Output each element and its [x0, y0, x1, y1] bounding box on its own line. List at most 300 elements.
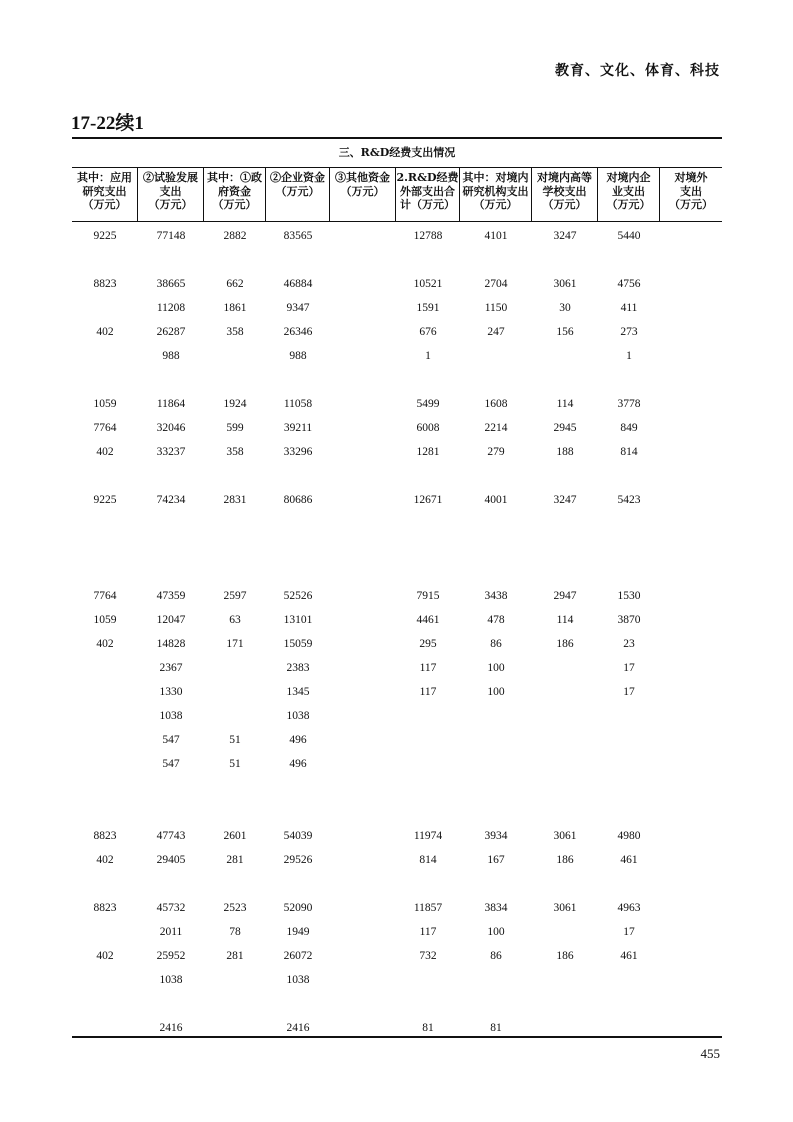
table-cell: 461 [620, 854, 638, 866]
table-cell: 32046 [156, 422, 186, 434]
table-cell [330, 682, 396, 702]
table-cell: 26287 [156, 326, 186, 338]
table-cell [330, 226, 396, 246]
column-header-line: ③其他资金 [335, 171, 390, 184]
table-row [72, 586, 722, 606]
table-cell: 83565 [283, 230, 313, 242]
column-header-line: 支出 [680, 184, 702, 198]
table-cell [204, 706, 266, 726]
table-cell: 9225 [93, 230, 117, 242]
table-cell: 46884 [283, 278, 313, 290]
table-cell: 38665 [156, 278, 186, 290]
column-header-line: （万元） [669, 198, 713, 211]
table-cell [532, 730, 598, 750]
table-cell [330, 394, 396, 414]
table-cell: 17 [623, 686, 635, 698]
table-cell: 1 [425, 350, 431, 362]
table-cell: 7915 [416, 590, 440, 602]
table-cell: 4980 [617, 830, 641, 842]
column-header-line: （万元） [606, 198, 651, 211]
column-header-line: 府资金 [218, 184, 251, 198]
table-cell: 496 [289, 734, 307, 746]
column-header-line: 对境内企 [606, 171, 651, 184]
table-cell: 186 [556, 950, 574, 962]
table-cell: 1038 [159, 974, 183, 986]
column-header-row [72, 168, 722, 222]
table-cell [330, 970, 396, 990]
table-row [72, 706, 722, 726]
table-row [72, 418, 722, 438]
table-cell: 599 [226, 422, 244, 434]
table-cell: 4101 [484, 230, 508, 242]
table-cell [598, 1018, 660, 1038]
table-cell: 662 [226, 278, 244, 290]
table-cell: 117 [419, 662, 437, 674]
column-header [266, 168, 330, 221]
table-cell: 1530 [617, 590, 641, 602]
table-cell: 1281 [416, 446, 440, 458]
table-cell [660, 490, 722, 510]
table-cell [532, 754, 598, 774]
column-header-line: （万元） [542, 198, 587, 211]
table-cell: 8823 [93, 278, 117, 290]
table-cell [532, 1018, 598, 1038]
table-cell: 13101 [283, 614, 313, 626]
table-cell [660, 298, 722, 318]
table-cell: 52090 [283, 902, 313, 914]
table-cell: 39211 [283, 422, 313, 434]
table-cell [660, 922, 722, 942]
table-cell: 402 [96, 854, 114, 866]
table-cell: 3870 [617, 614, 641, 626]
column-header [330, 168, 396, 221]
table-cell: 496 [289, 758, 307, 770]
table-cell [72, 922, 138, 942]
table-cell: 81 [422, 1022, 434, 1034]
table-cell: 676 [419, 326, 437, 338]
table-cell: 2383 [286, 662, 310, 674]
table-cell [72, 346, 138, 366]
table-row [72, 754, 722, 774]
table-cell: 3061 [553, 830, 577, 842]
table-cell: 2416 [286, 1022, 310, 1034]
table-cell: 7764 [93, 422, 117, 434]
column-header-line: 研究支出 [82, 184, 127, 198]
table-cell: 5499 [416, 398, 440, 410]
table-cell [460, 706, 532, 726]
table-cell: 2367 [159, 662, 183, 674]
table-cell: 10521 [413, 278, 443, 290]
table-cell: 1924 [223, 398, 247, 410]
table-row [72, 394, 722, 414]
column-header-line: （万元） [473, 198, 518, 211]
table-cell [660, 226, 722, 246]
table-cell: 988 [289, 350, 307, 362]
table-cell: 2523 [223, 902, 247, 914]
table-cell: 114 [556, 614, 574, 626]
table-cell [598, 970, 660, 990]
table-cell [330, 634, 396, 654]
section-title: 三、R&D经费支出情况 [338, 146, 456, 159]
page-number: 455 [700, 1046, 720, 1061]
table-cell: 47359 [156, 590, 186, 602]
table-cell [660, 658, 722, 678]
table-cell [330, 850, 396, 870]
table-cell [204, 346, 266, 366]
table-cell: 29526 [283, 854, 313, 866]
table-cell: 8823 [93, 902, 117, 914]
table-cell: 11208 [156, 302, 186, 314]
column-header-line: 对境外 [674, 171, 708, 184]
table-cell: 171 [226, 638, 244, 650]
table-cell [460, 730, 532, 750]
table-cell: 3834 [484, 902, 508, 914]
table-cell: 1 [626, 350, 632, 362]
table-cell: 23 [623, 638, 635, 650]
table-cell: 2597 [223, 590, 247, 602]
table-cell: 2831 [223, 494, 247, 506]
table-cell: 402 [96, 326, 114, 338]
table-cell: 86 [490, 638, 502, 650]
table-cell: 281 [226, 950, 244, 962]
table-cell: 3778 [617, 398, 641, 410]
column-header-line: ②试验发展 [143, 171, 198, 184]
table-cell: 1150 [484, 302, 508, 314]
table-row [72, 610, 722, 630]
table-cell: 12671 [413, 494, 443, 506]
table-cell: 17 [623, 926, 635, 938]
table-cell: 117 [419, 686, 437, 698]
table-cell [660, 586, 722, 606]
column-header [72, 168, 138, 221]
table-cell: 2704 [484, 278, 508, 290]
table-cell [204, 1018, 266, 1038]
table-cell [330, 730, 396, 750]
column-header-line: 外部支出合 [400, 184, 455, 198]
table-cell [660, 970, 722, 990]
table-cell [660, 754, 722, 774]
table-row [72, 298, 722, 318]
table-cell: 2214 [484, 422, 508, 434]
table-cell: 186 [556, 638, 574, 650]
table-cell: 3247 [553, 230, 577, 242]
table-cell: 167 [487, 854, 505, 866]
table-cell [660, 610, 722, 630]
table-cell: 547 [162, 758, 180, 770]
table-cell: 3061 [553, 278, 577, 290]
table-cell: 1591 [416, 302, 440, 314]
table-cell: 9347 [286, 302, 310, 314]
table-cell: 25952 [156, 950, 186, 962]
column-header-line: ②企业资金 [270, 171, 325, 184]
table-cell: 29405 [156, 854, 186, 866]
table-cell: 12788 [413, 230, 443, 242]
table-cell [396, 970, 460, 990]
table-cell: 814 [620, 446, 638, 458]
table-cell: 11058 [283, 398, 313, 410]
table-cell [660, 322, 722, 342]
table-cell: 100 [487, 926, 505, 938]
table-cell [660, 706, 722, 726]
table-cell [460, 346, 532, 366]
table-cell [330, 586, 396, 606]
table-row [72, 730, 722, 750]
table-cell: 186 [556, 854, 574, 866]
column-header-line: 对境内高等 [537, 171, 592, 184]
column-header-line: 其中：应用 [77, 171, 132, 184]
table-cell: 547 [162, 734, 180, 746]
table-row [72, 922, 722, 942]
table-cell [396, 730, 460, 750]
table-code: 17-22续1 [71, 113, 144, 134]
table-cell: 358 [226, 446, 244, 458]
column-header-line: （万元） [82, 198, 127, 211]
table-cell [532, 658, 598, 678]
table-cell: 6008 [416, 422, 440, 434]
table-cell: 52526 [283, 590, 313, 602]
table-cell: 17 [623, 662, 635, 674]
table-cell [532, 970, 598, 990]
table-cell: 402 [96, 446, 114, 458]
table-cell: 51 [229, 734, 241, 746]
table-cell: 3247 [553, 494, 577, 506]
table-cell: 3934 [484, 830, 508, 842]
table-cell: 4001 [484, 494, 508, 506]
data-table [72, 137, 722, 1038]
table-cell: 732 [419, 950, 437, 962]
table-cell: 1949 [286, 926, 310, 938]
table-cell [72, 970, 138, 990]
table-cell [396, 706, 460, 726]
table-body [72, 222, 722, 1036]
table-cell: 45732 [156, 902, 186, 914]
table-cell: 1059 [93, 614, 117, 626]
table-cell: 12047 [156, 614, 186, 626]
table-cell: 8823 [93, 830, 117, 842]
column-header [204, 168, 266, 221]
table-row [72, 970, 722, 990]
column-header-line: （万元） [275, 184, 320, 198]
table-cell: 2882 [223, 230, 247, 242]
table-row [72, 898, 722, 918]
table-cell [330, 826, 396, 846]
table-row [72, 490, 722, 510]
table-cell [72, 754, 138, 774]
table-cell: 77148 [156, 230, 186, 242]
table-cell: 100 [487, 686, 505, 698]
table-cell: 11864 [156, 398, 186, 410]
table-cell: 7764 [93, 590, 117, 602]
table-cell [660, 850, 722, 870]
table-cell [598, 706, 660, 726]
table-cell: 26072 [283, 950, 313, 962]
table-row [72, 682, 722, 702]
table-row [72, 226, 722, 246]
column-header [660, 168, 722, 221]
column-header-line: 2.R&D经费 [396, 171, 459, 184]
table-cell [532, 706, 598, 726]
table-cell: 47743 [156, 830, 186, 842]
table-cell: 4461 [416, 614, 440, 626]
table-cell [72, 1018, 138, 1038]
table-cell: 117 [419, 926, 437, 938]
table-cell: 63 [229, 614, 241, 626]
table-row [72, 442, 722, 462]
table-cell: 461 [620, 950, 638, 962]
table-cell: 295 [419, 638, 437, 650]
table-cell: 1038 [286, 974, 310, 986]
table-cell: 100 [487, 662, 505, 674]
table-cell [330, 322, 396, 342]
table-cell [204, 682, 266, 702]
table-cell: 86 [490, 950, 502, 962]
table-cell [72, 706, 138, 726]
table-cell: 11857 [413, 902, 443, 914]
table-cell: 15059 [283, 638, 313, 650]
table-row [72, 274, 722, 294]
table-cell [204, 970, 266, 990]
table-cell [330, 898, 396, 918]
table-cell: 156 [556, 326, 574, 338]
column-header [396, 168, 460, 221]
table-cell: 188 [556, 446, 574, 458]
table-cell: 1038 [286, 710, 310, 722]
column-header-line: 其中：对境内 [462, 171, 529, 184]
table-row [72, 634, 722, 654]
table-row [72, 322, 722, 342]
table-cell: 11974 [413, 830, 443, 842]
table-cell: 80686 [283, 494, 313, 506]
table-cell: 358 [226, 326, 244, 338]
table-row [72, 850, 722, 870]
table-cell [72, 658, 138, 678]
table-cell: 1038 [159, 710, 183, 722]
table-cell [598, 730, 660, 750]
table-cell [660, 730, 722, 750]
table-cell [330, 922, 396, 942]
table-cell [660, 946, 722, 966]
column-header-line: 业支出 [612, 184, 645, 198]
column-header [460, 168, 532, 221]
table-cell [660, 634, 722, 654]
column-header-line: 支出 [159, 184, 182, 198]
table-cell: 849 [620, 422, 638, 434]
table-cell: 478 [487, 614, 505, 626]
table-cell: 402 [96, 638, 114, 650]
table-cell: 2945 [553, 422, 577, 434]
table-cell [660, 274, 722, 294]
table-cell [204, 658, 266, 678]
table-cell [330, 274, 396, 294]
table-cell [72, 298, 138, 318]
column-header-line: 学校支出 [542, 184, 587, 198]
table-row [72, 826, 722, 846]
table-cell [330, 610, 396, 630]
table-cell [660, 898, 722, 918]
table-cell: 3061 [553, 902, 577, 914]
column-header-line: 研究机构支出 [462, 184, 529, 198]
table-cell: 114 [556, 398, 574, 410]
table-cell [460, 970, 532, 990]
table-cell: 74234 [156, 494, 186, 506]
table-cell: 273 [620, 326, 638, 338]
table-cell: 51 [229, 758, 241, 770]
table-cell [330, 658, 396, 678]
table-cell [330, 418, 396, 438]
table-cell: 1861 [223, 302, 247, 314]
table-cell: 2011 [159, 926, 183, 938]
table-cell: 5423 [617, 494, 641, 506]
table-cell: 1608 [484, 398, 508, 410]
table-cell [532, 346, 598, 366]
table-cell [532, 922, 598, 942]
table-cell: 247 [487, 326, 505, 338]
table-cell: 30 [559, 302, 571, 314]
table-cell: 33296 [283, 446, 313, 458]
table-cell: 4963 [617, 902, 641, 914]
table-cell [330, 442, 396, 462]
table-cell: 2416 [159, 1022, 183, 1034]
table-cell [72, 730, 138, 750]
table-cell [660, 826, 722, 846]
table-cell: 402 [96, 950, 114, 962]
table-cell [330, 706, 396, 726]
table-row [72, 946, 722, 966]
column-header-line: 其中：①政 [207, 171, 262, 184]
table-cell [330, 490, 396, 510]
table-cell [660, 682, 722, 702]
table-cell: 78 [229, 926, 241, 938]
table-cell: 279 [487, 446, 505, 458]
column-header-line: 计（万元） [400, 198, 455, 211]
table-cell: 5440 [617, 230, 641, 242]
table-cell: 26346 [283, 326, 313, 338]
table-cell: 9225 [93, 494, 117, 506]
table-cell [330, 298, 396, 318]
column-header [532, 168, 598, 221]
table-cell [660, 442, 722, 462]
table-cell [660, 1018, 722, 1038]
table-cell: 814 [419, 854, 437, 866]
table-row [72, 346, 722, 366]
column-header [138, 168, 204, 221]
table-cell [598, 754, 660, 774]
table-cell [460, 754, 532, 774]
column-header [598, 168, 660, 221]
table-cell: 411 [620, 302, 638, 314]
table-cell: 4756 [617, 278, 641, 290]
table-cell: 281 [226, 854, 244, 866]
table-cell: 81 [490, 1022, 502, 1034]
table-cell: 2601 [223, 830, 247, 842]
table-cell: 2947 [553, 590, 577, 602]
table-cell [660, 418, 722, 438]
table-cell [330, 346, 396, 366]
table-row [72, 1018, 722, 1038]
table-cell: 33237 [156, 446, 186, 458]
table-cell [330, 946, 396, 966]
table-cell [532, 682, 598, 702]
table-cell: 1330 [159, 686, 183, 698]
table-cell [660, 394, 722, 414]
table-cell [660, 346, 722, 366]
table-cell [396, 754, 460, 774]
table-cell [330, 754, 396, 774]
column-header-line: （万元） [340, 184, 385, 198]
table-cell [330, 1018, 396, 1038]
table-cell: 3438 [484, 590, 508, 602]
running-header: 教育、文化、体育、科技 [555, 63, 720, 79]
